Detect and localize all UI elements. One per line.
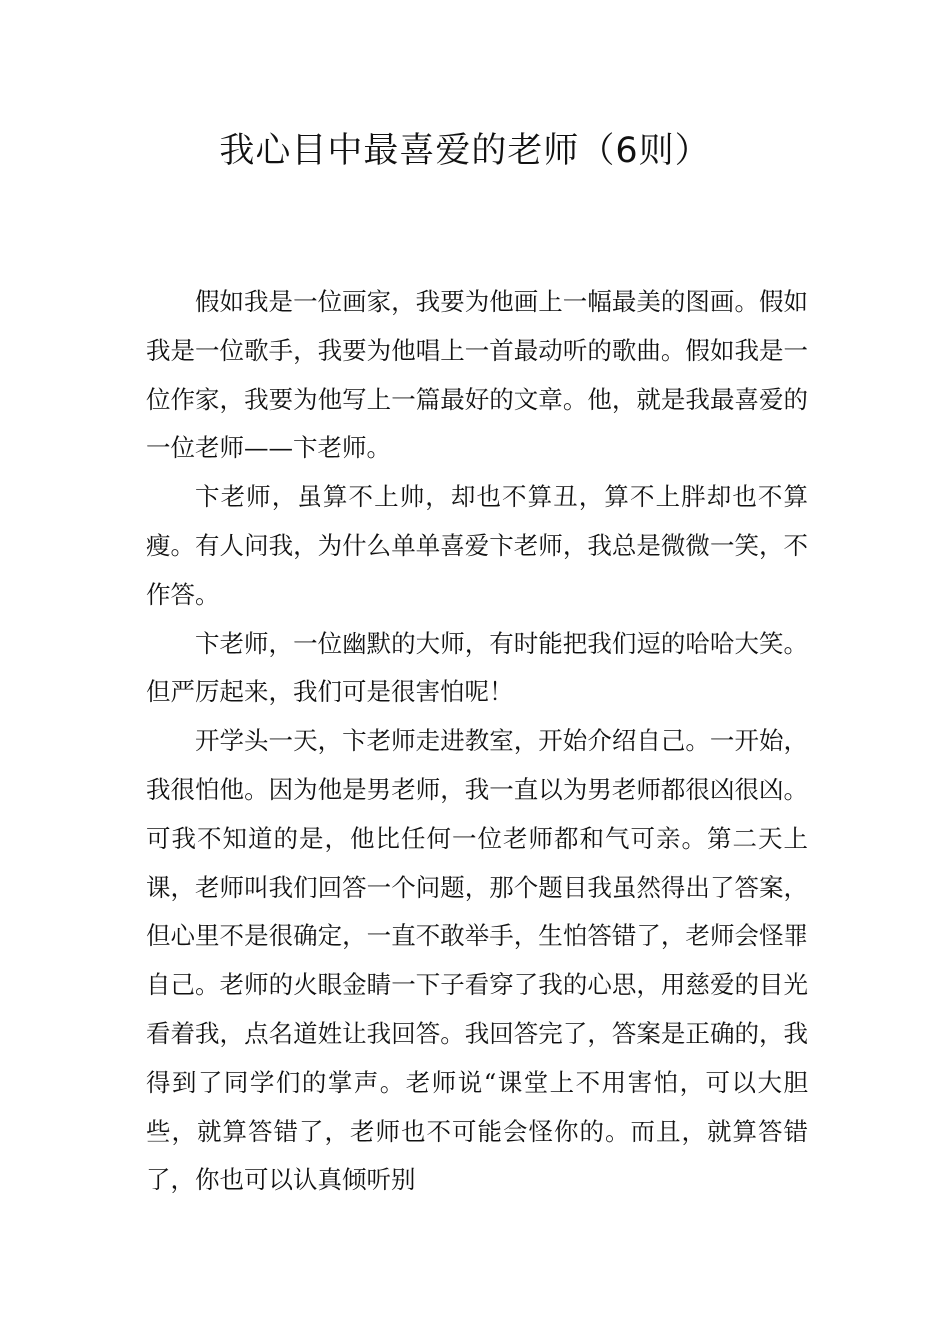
- paragraph-3: 卞老师，一位幽默的大师，有时能把我们逗的哈哈大笑。但严厉起来，我们可是很害怕呢！: [146, 628, 808, 707]
- document-title: 我心目中最喜爱的老师（6则）: [219, 131, 711, 171]
- paragraph-2: 卞老师，虽算不上帅，却也不算丑，算不上胖却也不算瘦。有人问我，为什么单单喜爱卞老师，我总是微微一笑，不作答。: [146, 482, 808, 609]
- paragraph-1: 假如我是一位画家，我要为他画上一幅最美的图画。假如我是一位歌手，我要为他唱上一首最动听的歌曲。假如我是一位作家，我要为他写上一篇最好的文章。他，就是我最喜爱的一位老师——卞老师。: [146, 287, 808, 463]
- document-body: [146, 278, 808, 1205]
- paragraph-4: 开学头一天，卞老师走进教室，开始介绍自己。一开始，我很怕他。因为他是男老师，我一直以为男老师都很凶很凶。可我不知道的是，他比任何一位老师都和气可亲。第二天上课，老师叫我们回答一个问题，那个题目我虽然得出了答案，但心里不是很确定，一直不敢举手，生怕答错了，老师会怪罪自己。老师的火眼金睛一下子看穿了我的心思，用慈爱的目光看着我，点名道姓让我回答。我回答完了，答案是正确的，我得到了同学们的掌声。老师说“课堂上不用害怕，可以大胆些，就算答错了，老师也不可能会怪你的。而且，就算答错了，你也可以认真倾听别: [146, 726, 808, 1195]
